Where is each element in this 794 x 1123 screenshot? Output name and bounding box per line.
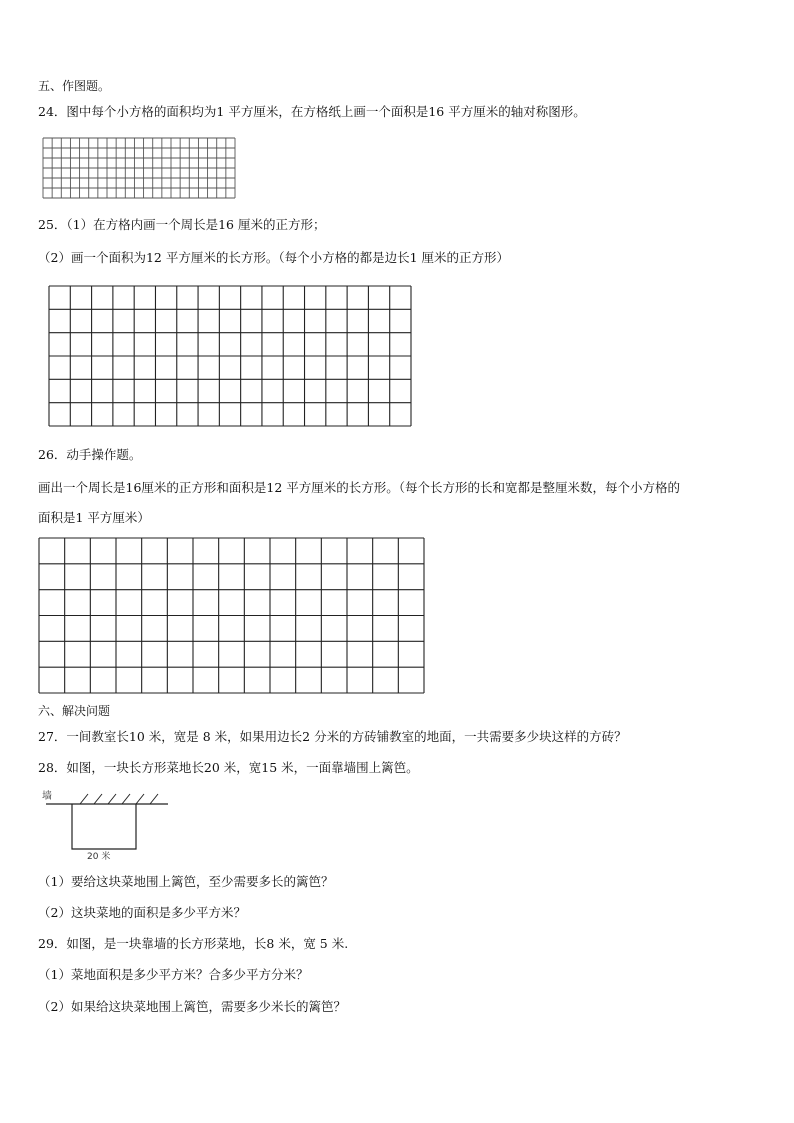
question-25-part1: 25．（1）在方格内画一个周长是16 厘米的正方形； (38, 217, 326, 232)
length-label: 20 米 (87, 852, 111, 862)
question-26-line1: 画出一个周长是16厘米的正方形和面积是12 平方厘米的长方形。（每个长方形的长和宽都是整厘米数，每个小方格的 (38, 480, 681, 495)
wall-hatching (80, 794, 158, 804)
section-5-title: 五、作图题。 (38, 79, 111, 93)
question-24-grid[interactable] (42, 137, 236, 199)
grid-24-svg (42, 137, 236, 199)
question-28-text: 28．如图，一块长方形菜地长20 米，宽15 米，一面靠墙围上篱笆。 (38, 760, 419, 775)
question-29-sub1: （1）菜地面积是多少平方米？合多少平方分米？ (38, 967, 309, 982)
grid-25-svg (48, 285, 412, 427)
question-28-figure (40, 786, 180, 866)
fence-outline (72, 804, 136, 849)
question-25-grid[interactable] (48, 285, 412, 427)
question-26-grid[interactable] (38, 537, 425, 694)
question-25-part2: （2）画一个面积为12 平方厘米的长方形。（每个小方格的都是边长1 厘米的正方形） (38, 250, 510, 265)
question-29-text: 29．如图，是一块靠墙的长方形菜地，长8 米，宽 5 米. (38, 936, 349, 951)
question-28-sub2: （2）这块菜地的面积是多少平方米？ (38, 905, 246, 920)
question-27-text: 27．一间教室长10 米，宽是 8 米，如果用边长2 分米的方砖铺教室的地面，一共需要多少块这样的方砖？ (38, 729, 627, 744)
question-28-sub1: （1）要给这块菜地围上篱笆，至少需要多长的篱笆？ (38, 874, 334, 889)
question-29-sub2: （2）如果给这块菜地围上篱笆，需要多少米长的篱笆？ (38, 999, 346, 1014)
grid-26-svg (38, 537, 425, 694)
question-26-title: 26．动手操作题。 (38, 447, 142, 462)
garden-diagram (40, 786, 180, 862)
wall-label: 墙 (42, 791, 52, 802)
question-26-line2: 面积是1 平方厘米） (38, 510, 150, 525)
question-24-text: 24．图中每个小方格的面积均为1 平方厘米，在方格纸上画一个面积是16 平方厘米的轴对称图形。 (38, 104, 586, 119)
section-6-title: 六、解决问题 (38, 704, 111, 718)
